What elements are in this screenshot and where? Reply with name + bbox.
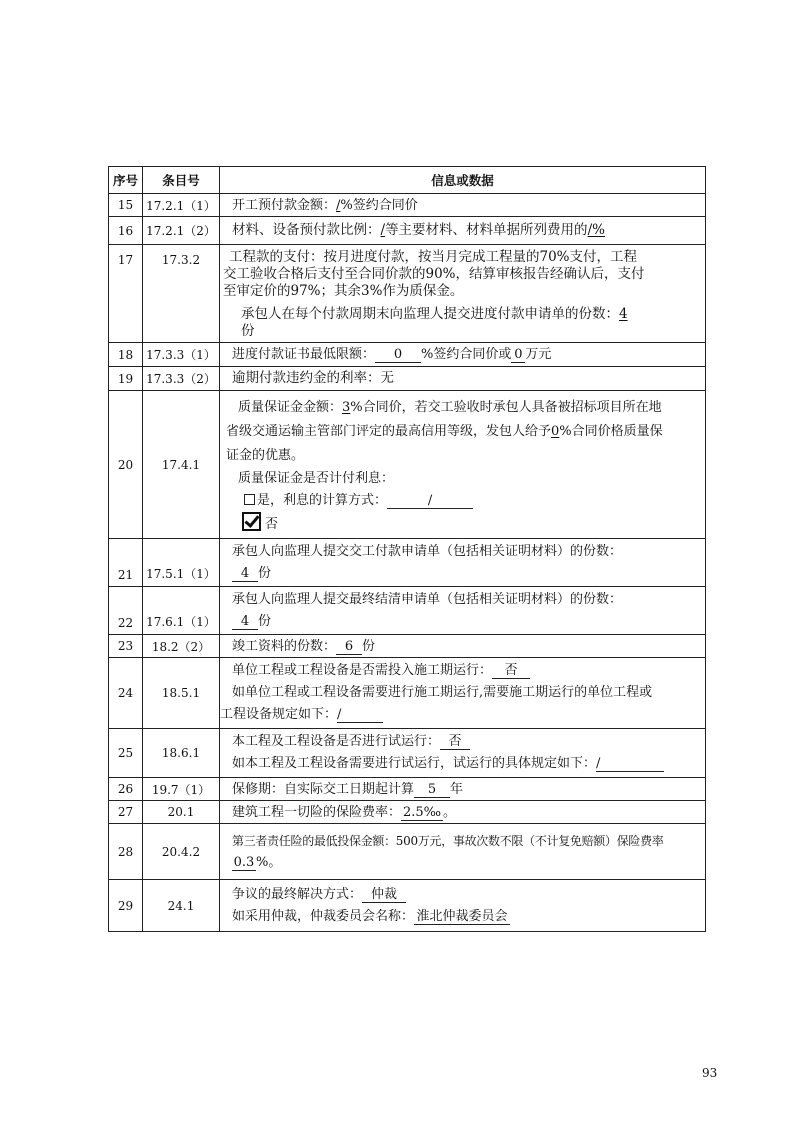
row-number: 26 [109,778,143,801]
row-number: 20 [109,391,143,539]
filled-value: 否 [440,734,470,750]
info-text: %合同价格质量保 [559,423,663,439]
filled-value: 4 [619,306,628,322]
info-text: 是，利息的计算方式： [257,492,388,508]
header-clause: 条目号 [143,167,220,194]
info-text: 如本工程及工程设备需要进行试运行，试运行的具体规定如下： [232,756,597,771]
info-text: 第三者责任险的最低投保金额：500万元，事故次数不限（不计复免赔额）保险费率 [232,833,664,848]
clause-number: 20.4.2 [143,824,220,880]
info-cell [220,658,706,729]
filled-value: 淮北仲裁委员会 [414,909,510,925]
info-text: 交工验收合格后支付至合同价款的90%，结算审核报告经确认后，支付 [223,266,645,282]
filled-value: 0 [511,347,525,363]
info-text: 证金的优惠。 [226,447,305,463]
info-cell [220,880,706,932]
info-text: 质量保证金金额： [238,399,343,415]
info-text: 本工程及工程设备是否进行试运行： [232,734,441,749]
info-text: 单位工程或工程设备是否需投入施工期运行： [232,663,493,678]
row-number: 16 [109,217,143,245]
filled-value: 0 [375,347,421,363]
clause-number: 17.6.1（1） [143,587,220,635]
filled-value: 0 [551,423,560,439]
info-text: 开工预付款金额： [232,197,337,213]
clause-number: 17.3.3（2） [143,367,220,391]
filled-value: / [596,756,664,772]
contract-data-table [108,166,706,932]
info-text: 省级交通运输主管部门评定的最高信用等级，发包人给予 [226,423,552,439]
row-number: 15 [109,194,143,217]
table-header-row [109,167,706,194]
filled-value: 4 [232,614,258,630]
info-text: 万元 [525,347,552,362]
header-info: 信息或数据 [220,167,706,194]
filled-value: / [387,493,473,509]
info-text: %签约合同价或 [421,347,512,362]
row-number: 19 [109,367,143,391]
info-cell [220,343,706,367]
clause-number: 18.5.1 [143,658,220,729]
table-row [109,245,706,343]
row-number: 23 [109,635,143,658]
row-number: 28 [109,824,143,880]
info-text: %签约合同价 [340,197,418,213]
info-cell [220,245,706,343]
filled-value: 2.5‰ [402,804,442,820]
info-cell [220,217,706,245]
table-row [109,824,706,880]
table-row [109,539,706,587]
info-text: %。 [256,854,282,870]
info-text: 质量保证金是否计付利息： [238,470,395,486]
clause-number: 17.5.1（1） [143,539,220,587]
clause-number: 19.7（1） [143,778,220,801]
filled-value: / [337,707,383,723]
clause-number: 17.3.2 [143,245,220,343]
info-text: %合同价，若交工验收时承包人具备被招标项目所在地 [350,399,662,415]
table-row [109,801,706,824]
info-text: 如单位工程或工程设备需要进行施工期运行,需要施工期运行的单位工程或 [232,685,653,700]
clause-number: 17.3.3（1） [143,343,220,367]
filled-value: 5 [414,782,450,798]
page-number: 93 [702,1066,718,1080]
info-text: 年 [450,781,464,797]
info-cell [220,587,706,635]
filled-value: / [336,197,341,213]
info-text: 份 [258,565,272,581]
checked-checkbox-icon[interactable] [242,512,261,531]
info-text: 如采用仲裁，仲裁委员会名称： [232,908,415,924]
info-cell [220,367,706,391]
table-row [109,778,706,801]
info-text: 份 [258,613,272,629]
filled-value: 仲裁 [362,887,406,903]
clause-number: 18.6.1 [143,729,220,778]
info-cell [220,194,706,217]
row-number: 21 [109,539,143,587]
row-number: 27 [109,801,143,824]
filled-value: 0.3 [233,854,255,870]
header-seq: 序号 [109,167,143,194]
table-row [109,658,706,729]
info-cell [220,635,706,658]
info-text: 竣工资料的份数： [232,638,337,654]
row-number: 17 [109,245,143,343]
row-number: 29 [109,880,143,932]
filled-value: 3 [342,399,351,415]
table-row [109,635,706,658]
clause-number: 17.2.1（1） [143,194,220,217]
info-cell [220,539,706,587]
table-row [109,217,706,245]
table-row [109,391,706,539]
info-text: 建筑工程一切险的保险费率： [232,804,402,820]
filled-value: /% [587,222,605,238]
table-row [109,587,706,635]
filled-value: / [380,222,386,238]
table-row [109,880,706,932]
table-row [109,343,706,367]
info-text: 至审定价的97%；其余3%作为质保金。 [223,283,464,299]
table-row [109,194,706,217]
row-number: 24 [109,658,143,729]
info-text: 保修期：自实际交工日期起计算 [232,781,415,797]
info-cell [220,778,706,801]
clause-number: 24.1 [143,880,220,932]
info-cell [220,801,706,824]
clause-number: 17.4.1 [143,391,220,539]
info-text: 逾期付款违约金的利率：无 [232,370,394,386]
info-text: 争议的最终解决方式： [232,886,363,902]
info-text: 否 [265,516,279,532]
row-number: 18 [109,343,143,367]
info-text: 承包人在每个付款周期末向监理人提交进度付款申请单的份数： [241,306,619,322]
info-text: 份 [241,323,255,339]
clause-number: 17.2.1（2） [143,217,220,245]
info-text: 进度付款证书最低限额： [232,347,376,362]
info-text: 。 [443,804,457,820]
info-cell [220,729,706,778]
info-text: 工程款的支付：按月进度付款，按当月完成工程量的70%支付，工程 [229,249,638,265]
info-text: 工程设备规定如下： [220,707,338,722]
filled-value: 否 [492,663,530,679]
info-cell [220,824,706,880]
info-text: 等主要材料、材料单据所列费用的 [385,222,588,238]
info-text: 承包人向监理人提交最终结清申请单（包括相关证明材料）的份数： [232,591,623,607]
clause-number: 18.2（2） [143,635,220,658]
info-text: 份 [362,638,376,654]
filled-value: 6 [336,639,362,655]
table-row [109,729,706,778]
clause-number: 20.1 [143,801,220,824]
table-row [109,367,706,391]
row-number: 22 [109,587,143,635]
unchecked-checkbox-icon[interactable] [244,494,255,505]
info-cell [220,391,706,539]
info-text: 承包人向监理人提交交工付款申请单（包括相关证明材料）的份数： [232,543,623,559]
filled-value: 4 [232,566,258,582]
row-number: 25 [109,729,143,778]
info-text: 材料、设备预付款比例： [232,222,381,238]
